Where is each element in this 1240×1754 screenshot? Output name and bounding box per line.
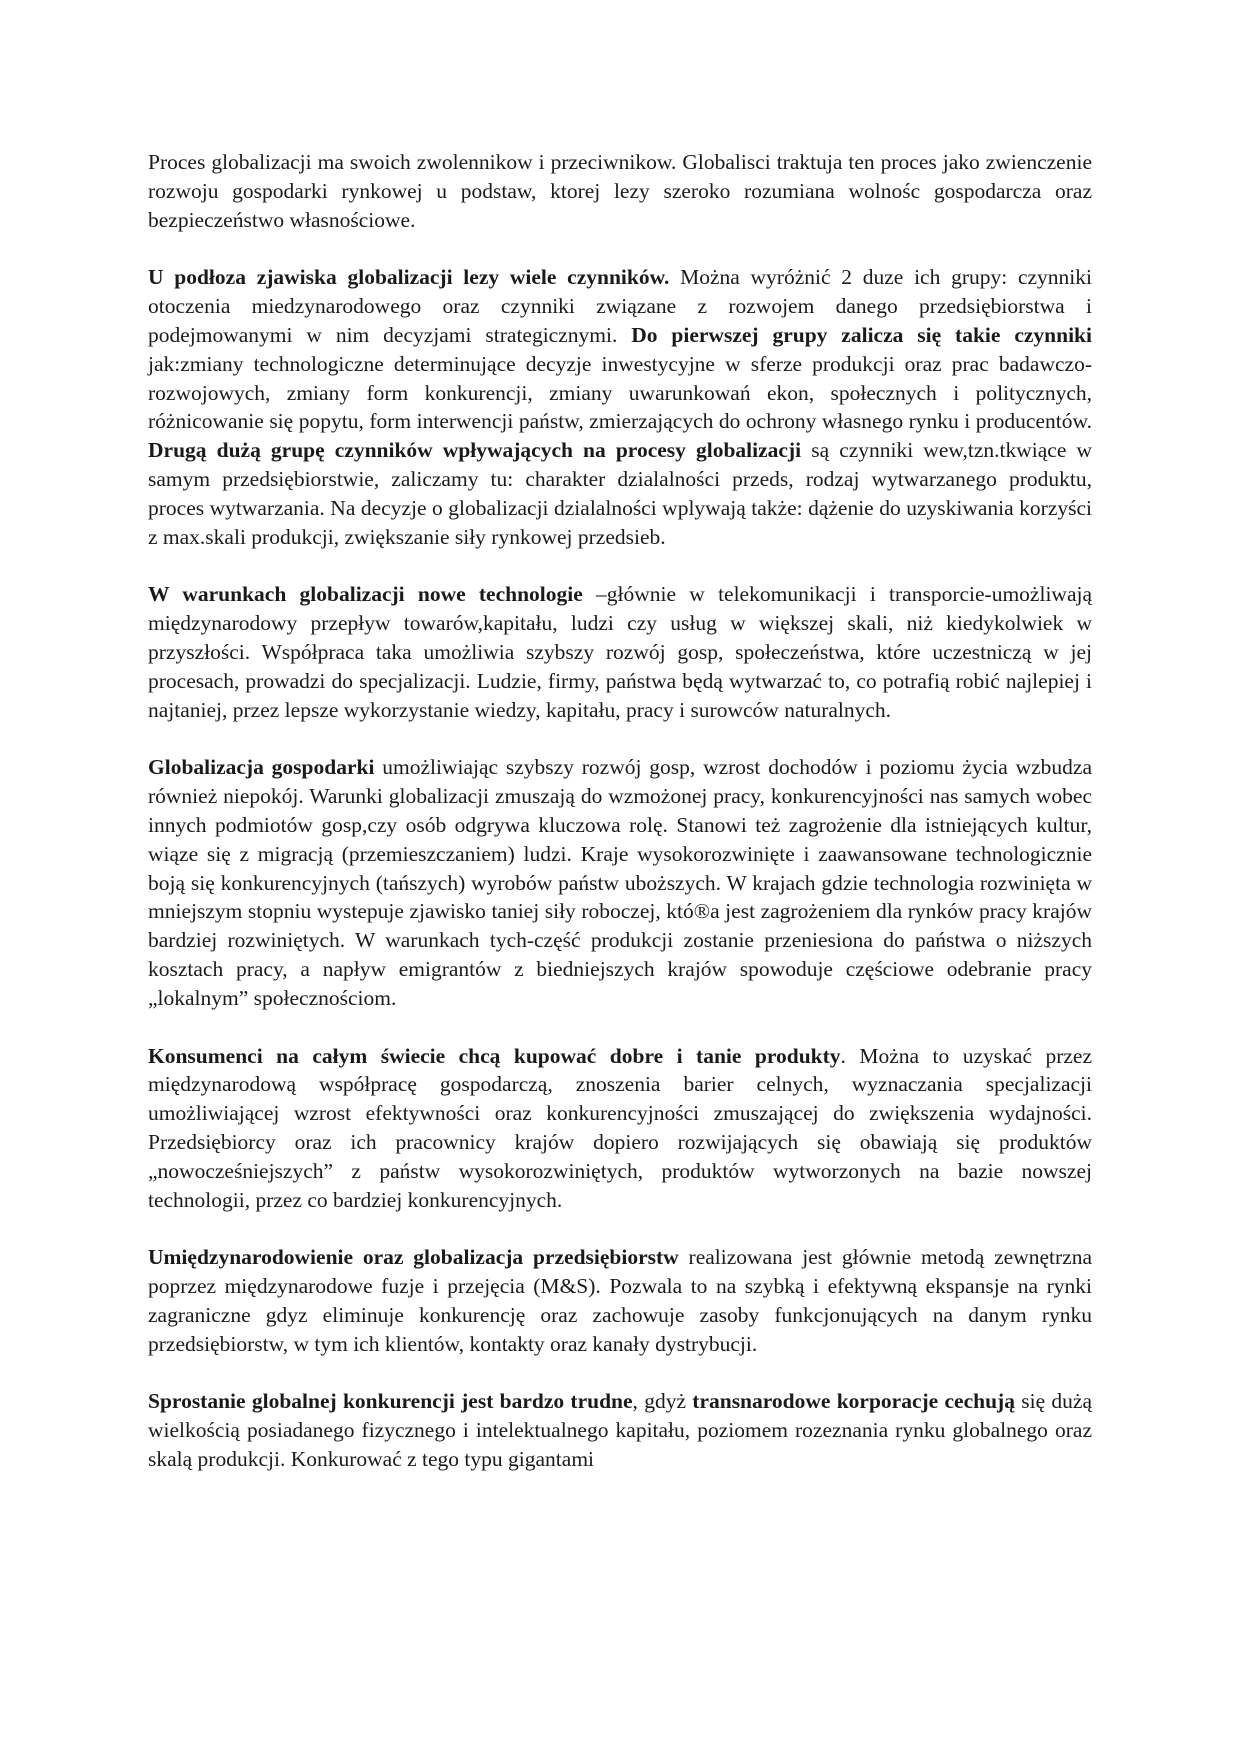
paragraph-text: realizowana jest głównie metodą zewnętrzna poprzez międzynarodowe fuzje i przejęcia (M&S). Pozwala to na szybką i efektywną ekspansje na rynki zagraniczne gdyz eliminuje konkurencję oraz zachowuje zasoby funkcjonujących na danym rynku przedsiębiorstw, w tym ich klientów, kontakty oraz kanały dystrybucji. — [148, 1245, 1092, 1356]
paragraph-text: . Można to uzyskać przez międzynarodową współpracę gospodarczą, znoszenia barier celnych, wyznaczania specjalizacji umożliwiającej wzrost efektywności oraz konkurencyjności zmuszającej do zwiększenia wydajności. Przedsiębiorcy oraz ich pracownicy krajów dopiero rozwijających się obawiają się produktów „nowocześniejszych” z państw wysokorozwiniętych, produktów wytworzonych na bazie nowszej technologii, przez co bardziej konkurencyjnych. — [148, 1043, 1092, 1212]
paragraph-text: Proces globalizacji ma swoich zwolennikow i przeciwnikow. Globalisci traktuja ten proces jako zwienczenie rozwoju gospodarki rynkowej u podstaw, ktorej lezy szeroko rozumiana wolnośc gospodarcza oraz bezpieczeństwo własnościowe. — [148, 150, 1092, 232]
paragraph-text: , gdyż — [632, 1389, 693, 1414]
bold-phrase: Umiędzynarodowienie oraz globalizacja przedsiębiorstw — [148, 1245, 679, 1270]
paragraph-intro — [148, 148, 1092, 234]
paragraph-internationalization — [148, 1243, 1092, 1358]
paragraph-text: Można wyróżnić 2 duze ich grupy: czynniki otoczenia miedzynarodowego oraz czynniki związane z rozwojem danego przedsiębiorstwa i podejmowanymi w nim decyzjami strategicznymi. — [148, 265, 1093, 347]
paragraph-consumers — [148, 1042, 1092, 1215]
bold-phrase: Sprostanie globalnej konkurencji jest bardzo trudne — [148, 1389, 633, 1414]
paragraph-technologies — [148, 580, 1092, 724]
bold-phrase: Globalizacja gospodarki — [148, 755, 375, 780]
bold-phrase: transnarodowe korporacje cechują — [692, 1389, 1015, 1414]
paragraph-economy — [148, 753, 1092, 1012]
paragraph-text: jak:zmiany technologiczne determinujące decyzje inwestycyjne w sferze produkcji oraz prac badawczo-rozwojowych, zmiany form konkurencji, zmiany uwarunkowań ekon, społecznych i politycznych, różnicowanie się popytu, form interwencji państw, zmierzających do ochrony własnego rynku i producentów. — [148, 351, 1092, 434]
bold-phrase: Do pierwszej grupy zalicza się takie czynniki — [631, 322, 1092, 347]
paragraph-text: się dużą wielkością posiadanego fizycznego i intelektualnego kapitału, poziomem rozeznania rynku globalnego oraz skalą produkcji. Konkurować z tego typu gigantami — [148, 1389, 1092, 1472]
paragraph-factors — [148, 263, 1092, 551]
bold-phrase: Konsumenci na całym świecie chcą kupować dobre i tanie produkty — [148, 1043, 841, 1068]
bold-phrase: U podłoza zjawiska globalizacji lezy wiele czynników. — [148, 265, 670, 290]
paragraph-text: umożliwiając szybszy rozwój gosp, wzrost dochodów i poziomu życia wzbudza również niepokój. Warunki globalizacji zmuszają do wzmożonej pracy, konkurencyjności nas samych wobec innych podmiotów gosp,czy osób odgrywa kluczowa rolę. Stanowi też zagrożenie dla istniejących kultur, wiąze się z migracją (przemieszczaniem) ludzi. Kraje wysokorozwinięte i zaawansowane technologicznie boją się konkurencyjnych (tańszych) wyrobów państw uboższych. W krajach gdzie technologia rozwinięta w mniejszym stopniu wystepuje zjawisko taniej siły roboczej, któ®a jest zagrożeniem dla rynków pracy krajów bardziej rozwiniętych. W warunkach tych-część produkcji zostanie przeniesiona do państwa o niższych kosztach pracy, a napływ emigrantów z biedniejszych krajów spowoduje częściowe odebranie pracy „lokalnym” społecznościom. — [148, 755, 1092, 1010]
paragraph-text: są czynniki wew,tzn.tkwiące w samym przedsiębiorstwie, zaliczamy tu: charakter dzialalności przeds, rodzaj wytwarzanego produktu, proces wytwarzania. Na decyzje o globalizacji dzialalności wplywają także: dążenie do uzyskiwania korzyści z max.skali produkcji, zwiększanie siły rynkowej przedsieb. — [148, 438, 1092, 549]
paragraph-text: –głównie w telekomunikacji i transporcie-umożliwają międzynarodowy przepływ towarów,kapitału, ludzi czy usług w większej skali, niż kiedykolwiek w przyszłości. Współpraca taka umożliwia szybszy rozwój gosp, społeczeństwa, które uczestniczą w jej procesach, prowadzi do specjalizacji. Ludzie, firmy, państwa będą wytwarzać to, co potrafią robić najlepiej i najtaniej, przez lepsze wykorzystanie wiedzy, kapitału, pracy i surowców naturalnych. — [148, 582, 1093, 722]
bold-phrase: Drugą dużą grupę czynników wpływających na procesy globalizacji — [148, 438, 802, 463]
document-body — [148, 148, 1092, 1503]
paragraph-competition — [148, 1387, 1092, 1473]
bold-phrase: W warunkach globalizacji nowe technologie — [148, 582, 583, 607]
